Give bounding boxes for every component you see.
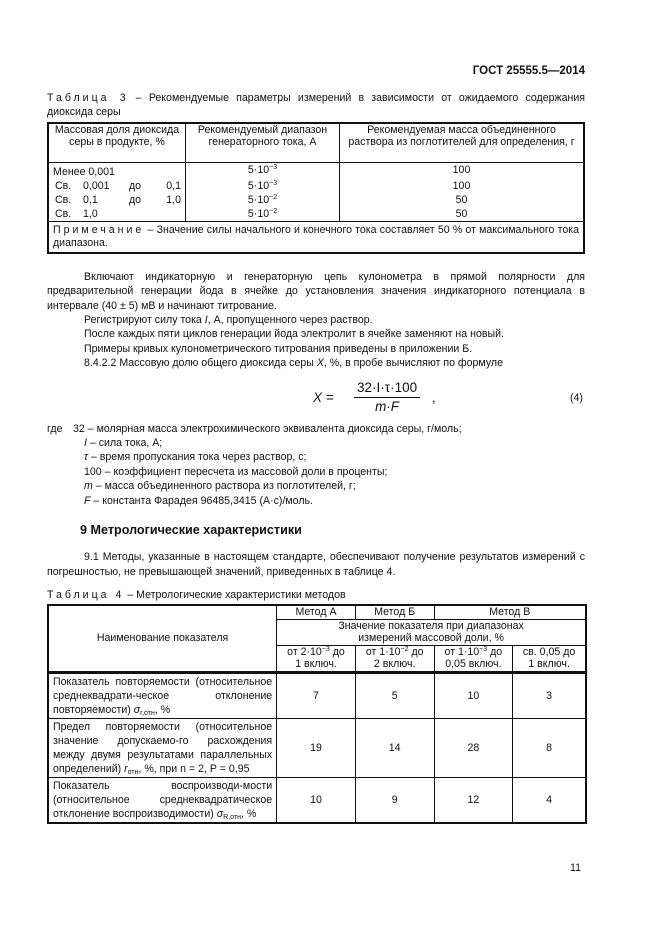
where-text: – масса объединенного раствора из поглотителей, г; [92, 480, 356, 493]
indicator-subscript: R,отн [223, 813, 241, 821]
range-text: Менее 0,001 [53, 165, 115, 178]
where-item [47, 479, 585, 493]
table4 [47, 604, 587, 824]
range-c: 0,05 включ. [445, 658, 502, 671]
indicator-symbol: σ [216, 807, 224, 820]
where-symbol: F [84, 494, 91, 507]
page-number: 11 [570, 862, 581, 874]
t3-header-1: Рекомендуемый диапазон генераторного тока, А [186, 123, 340, 163]
where-text: – коэффициент пересчета из массовой доли в проценты; [101, 465, 388, 478]
where-text: – молярная масса электрохимического эквивалента диоксида серы, г/моль; [84, 422, 462, 435]
range-a: от 1·10 [444, 645, 480, 658]
value-cell: 7 [277, 672, 356, 718]
text: , %, в пробе вычисляют по формуле [323, 357, 503, 370]
range-b: до [329, 645, 345, 658]
where-symbol: 32 [73, 422, 85, 435]
table-note-row [48, 221, 584, 253]
where-symbol: 100 [84, 465, 102, 478]
where-symbol: I [84, 437, 87, 450]
value-cell: 10 [434, 672, 513, 718]
t3-note [48, 221, 584, 253]
paragraph [47, 356, 585, 370]
where-text: – константа Фарадея 96485,3415 (А·с)/моль. [90, 494, 313, 507]
indicator-symbol: σ [133, 703, 141, 716]
where-label: где [47, 422, 63, 435]
t3-range-cell [48, 207, 186, 222]
value-cell: 10 [277, 777, 356, 823]
t3-current-cell [186, 179, 340, 193]
section-heading: 9 Метрологические характеристики [80, 523, 302, 538]
current-exponent: −2 [269, 193, 278, 201]
table-row [48, 207, 584, 222]
value-cell: 4 [513, 777, 586, 823]
paragraph: Включают индикаторную и генераторную цепь кулонометра в прямой полярности для предварительной генерации йода в ячейке до установления значения индикаторного потенциала в интервале (40 ± 5) мВ и начинают титрование. [47, 270, 585, 312]
range-part: до [129, 179, 142, 192]
indicator-tail: , % [240, 807, 257, 820]
document-body [47, 63, 585, 824]
t3-header-0: Массовая доля диоксида серы в продукте, % [48, 123, 186, 163]
where-item [47, 450, 585, 464]
current-base: 5·10 [247, 207, 270, 220]
range-b: до [487, 645, 503, 658]
table3-caption [47, 91, 585, 120]
range-c: 1 включ. [528, 658, 570, 671]
range-part: 1,0 [83, 207, 98, 220]
caption-prefix: Таблица 3 [47, 92, 129, 104]
table-row [48, 179, 584, 193]
t3-range-cell [48, 193, 186, 207]
range-part: 0,1 [166, 179, 181, 192]
range-c: 1 включ. [295, 658, 337, 671]
t3-current-cell [186, 207, 340, 222]
current-exponent: −3 [269, 163, 278, 171]
current-base: 5·10 [247, 163, 270, 176]
document-id: ГОСТ 25555.5—2014 [472, 65, 585, 77]
range-part: Св. [55, 179, 72, 192]
range-part: Св. [55, 207, 72, 220]
table3 [47, 122, 585, 254]
range-a: св. 0,05 до [522, 645, 576, 658]
indicator-tail: , % [154, 703, 171, 716]
paragraph: Примеры кривых кулонометрического титрования приведены в приложении Б. [84, 342, 473, 355]
t4-range-cell [277, 645, 356, 672]
formula-4 [0, 379, 661, 419]
t4-method-a: Метод А [277, 605, 356, 619]
formula-denominator: m·F [375, 398, 400, 414]
caption-prefix: Таблица 4 [47, 588, 125, 601]
symbol: I [204, 314, 208, 327]
indicator-text: Предел повторяемости (относительное значение допускаемо-го расхождения между двумя результатами параллельных определений) [53, 720, 273, 775]
t3-range-cell [48, 162, 186, 179]
range-exp: −3 [321, 645, 330, 653]
symbol: X [316, 357, 324, 370]
range-b: до [408, 645, 424, 658]
range-exp: −3 [479, 645, 488, 653]
value-cell: 14 [355, 718, 434, 777]
value-cell: 3 [513, 672, 586, 718]
table-row [48, 162, 584, 179]
table-row [48, 193, 584, 207]
paragraph: После каждых пяти циклов генерации йода электролит в ячейке заменяют на новый. [84, 328, 504, 341]
caption-text: – Метрологические характеристики методов [124, 588, 346, 601]
formula-number: (4) [570, 391, 583, 404]
indicator-subscript: отн [127, 768, 139, 776]
text: , А, пропущенного через раствор. [207, 314, 373, 327]
range-part: до [129, 193, 142, 206]
t3-range-cell [48, 179, 186, 193]
where-item [47, 422, 585, 436]
caption-text: – Рекомендуемые параметры измерений в зависимости от ожидаемого содержания диоксида серы [47, 92, 585, 119]
paragraph [47, 313, 585, 327]
indicator-text: Показатель воспроизводи-мости (относительное среднеквадратическое отклонение воспроизводимости) [53, 779, 273, 820]
indicator-name [48, 777, 277, 823]
where-item [47, 465, 585, 479]
value-cell: 28 [434, 718, 513, 777]
t4-method-b: Метод Б [355, 605, 434, 619]
range-part: 0,1 [83, 193, 98, 206]
value-cell: 8 [513, 718, 586, 777]
where-text: – время пропускания тока через раствор, с; [87, 451, 307, 464]
current-base: 5·10 [247, 179, 270, 192]
t3-mass-cell: 100 [340, 162, 585, 179]
where-item [47, 494, 585, 508]
t3-mass-cell: 100 [340, 179, 585, 193]
t3-mass-cell: 50 [340, 193, 585, 207]
formula-numerator: 32·I·τ·100 [354, 379, 420, 398]
table-row [48, 777, 586, 823]
range-c: 2 включ. [373, 658, 416, 671]
value-cell: 12 [434, 777, 513, 823]
current-exponent: −2 [269, 207, 278, 215]
range-part: 1,0 [166, 193, 181, 206]
t3-current-cell [186, 193, 340, 207]
indicator-text: Показатель повторяемости (относительное среднеквадрати-ческое отклонение повторяемости) [53, 675, 273, 716]
t3-mass-cell: 50 [340, 207, 585, 222]
t4-value-header: Значение показателя при диапазонах измерений массовой доли, % [277, 619, 586, 645]
t4-method-v: Метод В [434, 605, 586, 619]
indicator-tail: , %, при n = 2, P = 0,95 [138, 762, 250, 775]
formula-comma: , [432, 389, 436, 405]
text: 8.4.2.2 Массовую долю общего диоксида серы [84, 357, 317, 370]
range-part: 0,001 [83, 179, 110, 192]
paragraph: 9.1 Методы, указанные в настоящем стандарте, обеспечивают получение результатов измерений с погрешностью, не превышающей значений, приведенных в таблице 4. [47, 551, 585, 578]
t4-range-cell [434, 645, 513, 672]
t4-range-cell [355, 645, 434, 672]
where-item [47, 436, 585, 450]
table4-caption [47, 588, 585, 602]
formula-fraction [354, 379, 420, 416]
value-cell: 5 [355, 672, 434, 718]
where-symbol: m [84, 480, 93, 493]
t4-name-header: Наименование показателя [48, 605, 277, 672]
where-text: – сила тока, А; [86, 437, 163, 450]
note-prefix: Примечание [53, 223, 145, 236]
range-a: от 1·10 [365, 645, 401, 658]
value-cell: 9 [355, 777, 434, 823]
range-a: от 2·10 [287, 645, 322, 658]
table-row [48, 672, 586, 718]
table-row [48, 718, 586, 777]
indicator-symbol: r [124, 762, 128, 775]
formula-lhs: X = [313, 389, 334, 405]
note-text: – Значение силы начального и конечного тока составляет 50 % от максимального тока диапазона. [53, 223, 579, 249]
where-list [47, 422, 585, 508]
text: Регистрируют силу тока [84, 314, 205, 327]
indicator-name [48, 672, 277, 718]
current-exponent: −3 [269, 179, 278, 187]
current-base: 5·10 [247, 193, 270, 206]
value-cell: 19 [277, 718, 356, 777]
range-part: Св. [55, 193, 72, 206]
range-exp: −2 [400, 645, 409, 653]
t3-current-cell [186, 162, 340, 179]
where-symbol: τ [84, 451, 88, 464]
t3-header-2: Рекомендуемая масса объединенного раствора из поглотителей для определения, г [340, 123, 585, 163]
t4-range-cell [513, 645, 586, 672]
indicator-name [48, 718, 277, 777]
indicator-subscript: r,отн [140, 709, 155, 717]
